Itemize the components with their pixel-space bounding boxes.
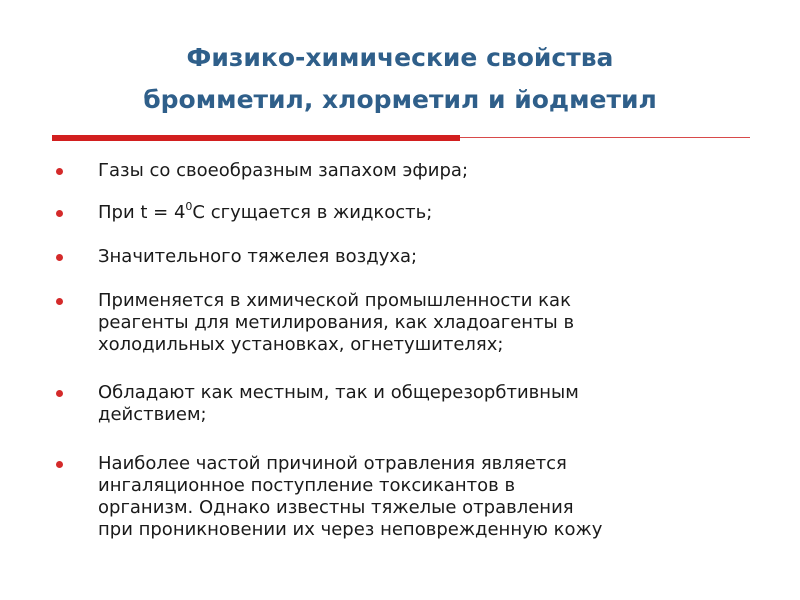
- bullet-dot-icon: [56, 168, 63, 175]
- bullet-text: Наиболее частой причиной отравления является ингаляционное поступление токсикантов в организм. Однако известны тяжелые отравления при проникновении их через неповрежденную кожу: [98, 453, 603, 540]
- bullet-text: [98, 202, 758, 224]
- bullet-dot-icon: [56, 254, 63, 261]
- bullet-dot-icon: [56, 390, 63, 397]
- bullet-text: Применяется в химической промышленности как реагенты для метилирования, как хладоагенты в холодильных установках, огнетушителях;: [98, 290, 575, 355]
- bullet-dot-icon: [56, 461, 63, 468]
- bullet-text: Обладают как местным, так и общерезорбтивным действием;: [98, 382, 579, 425]
- bullet-dot-icon: [56, 298, 63, 305]
- bullet-text-after: С сгущается в жидкость;: [192, 202, 433, 223]
- bullet-dot-icon: [56, 210, 63, 217]
- bullet-text: Значительного тяжелея воздуха;: [98, 246, 418, 267]
- degree-superscript: 0: [185, 200, 193, 213]
- slide-title-line-1: Физико-химические свойства: [186, 43, 614, 72]
- bullet-text: Газы со своеобразным запахом эфира;: [98, 160, 469, 181]
- slide-title-line-2: бромметил, хлорметил и йодметил: [143, 85, 657, 114]
- bullet-text-before: При t = 4: [98, 202, 186, 223]
